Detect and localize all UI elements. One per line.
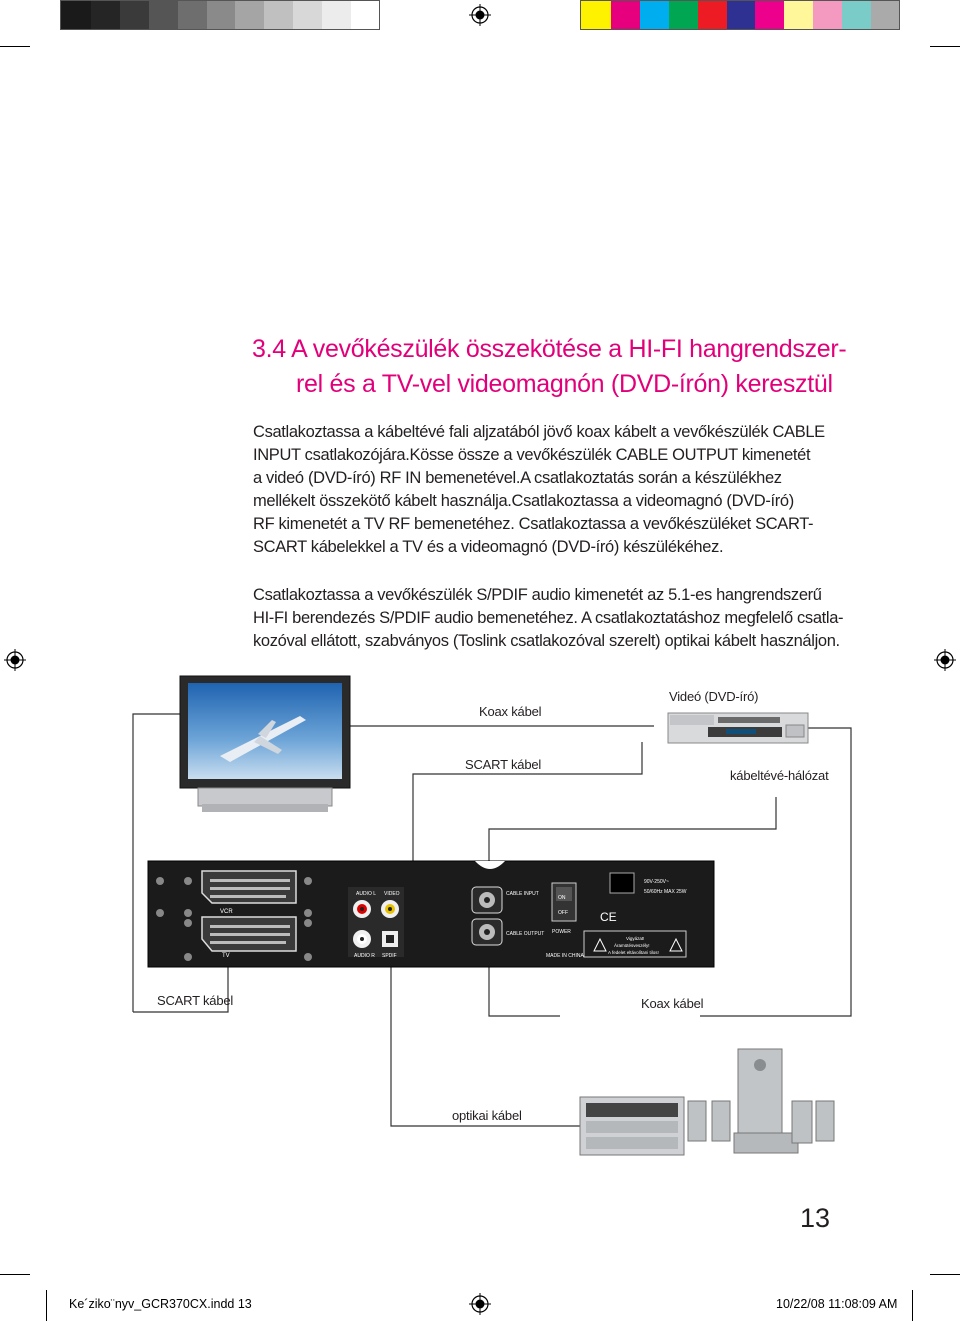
cable-output-label: CABLE OUTPUT — [506, 931, 545, 937]
cable-input-label: CABLE INPUT — [506, 891, 539, 897]
receiver-back-panel — [148, 859, 716, 969]
warning-line: Áramütésveszély! — [614, 943, 650, 948]
paragraph-line: INPUT csatlakozójára.Kösse össze a vevőkészülék CABLE OUTPUT kimenetét — [253, 446, 811, 464]
slug-filename: Ke´ziko¨nyv_GCR370CX.indd 13 — [69, 1297, 252, 1311]
hifi-system-illustration — [580, 1045, 840, 1157]
tv-illustration — [180, 676, 352, 816]
heading-line: rel és a TV-vel videomagnón (DVD-írón) keresztül — [296, 370, 833, 398]
made-in-label: MADE IN CHINA — [546, 953, 584, 959]
paragraph-line: Csatlakoztassa a vevőkészülék S/PDIF audio kimenetét az 5.1-es hangrendszerű — [253, 586, 822, 604]
slug-date: 10/22/08 11:08:09 AM — [776, 1297, 898, 1311]
power-label: POWER — [552, 929, 571, 935]
on-label: ON — [558, 895, 566, 901]
spdif-label: SPDIF — [382, 953, 397, 959]
paragraph-line: mellékelt összekötő kábelt használja.Csatlakoztassa a videomagnó (DVD-író) — [253, 492, 794, 510]
paragraph-line: kozóval ellátott, szabványos (Toslink csatlakozóval szerelt) optikai kábelt használjon. — [253, 632, 840, 650]
warning-line: Vigyázat! — [626, 936, 645, 941]
paragraph-line: Csatlakoztassa a kábeltévé fali aljzatából jövő koax kábelt a vevőkészülék CABLE — [253, 423, 825, 441]
vcr-label: VCR — [220, 909, 233, 915]
audio-r-label: AUDIO R — [354, 953, 375, 959]
koax-cable-label: Koax kábel — [479, 704, 542, 719]
scart-cable-label: SCART kábel — [465, 757, 542, 772]
paragraph-line: RF kimenetét a TV RF bemenetéhez. Csatlakoztassa a vevőkészüléket SCART- — [253, 515, 814, 533]
audio-l-label: AUDIO L — [356, 891, 377, 897]
rating2-label: 50/60Hz MAX 25W — [644, 889, 687, 895]
heading-line: 3.4 A vevőkészülék összekötése a HI-FI hangrendszer- — [252, 335, 847, 363]
warning-line: A fedelet eltávolítani tilos! — [608, 950, 659, 955]
video-recorder-label: Videó (DVD-író) — [669, 689, 759, 704]
paragraph-line: a videó (DVD-író) RF IN bemenetével.A csatlakoztatás során a készülékhez — [253, 469, 782, 487]
scart-cable-label: SCART kábel — [157, 993, 234, 1008]
rating-label: 90V-250V~ — [644, 879, 669, 885]
video-label: VIDEO — [384, 891, 400, 897]
page-number: 13 — [800, 1203, 831, 1233]
ce-mark: CE — [600, 910, 617, 924]
optical-cable-label: optikai kábel — [452, 1108, 522, 1123]
off-label: OFF — [558, 910, 568, 916]
cable-network-label: kábeltévé-hálózat — [730, 768, 829, 783]
paragraph-line: HI-FI berendezés S/PDIF audio bemenetéhez. A csatlakoztatáshoz megfelelő csatla- — [253, 609, 844, 627]
dvd-recorder-illustration — [668, 711, 810, 745]
tv-label: TV — [222, 953, 230, 959]
koax-cable-label: Koax kábel — [641, 996, 704, 1011]
paragraph-line: SCART kábelekkel a TV és a videomagnó (DVD-író) készülékéhez. — [253, 538, 724, 556]
